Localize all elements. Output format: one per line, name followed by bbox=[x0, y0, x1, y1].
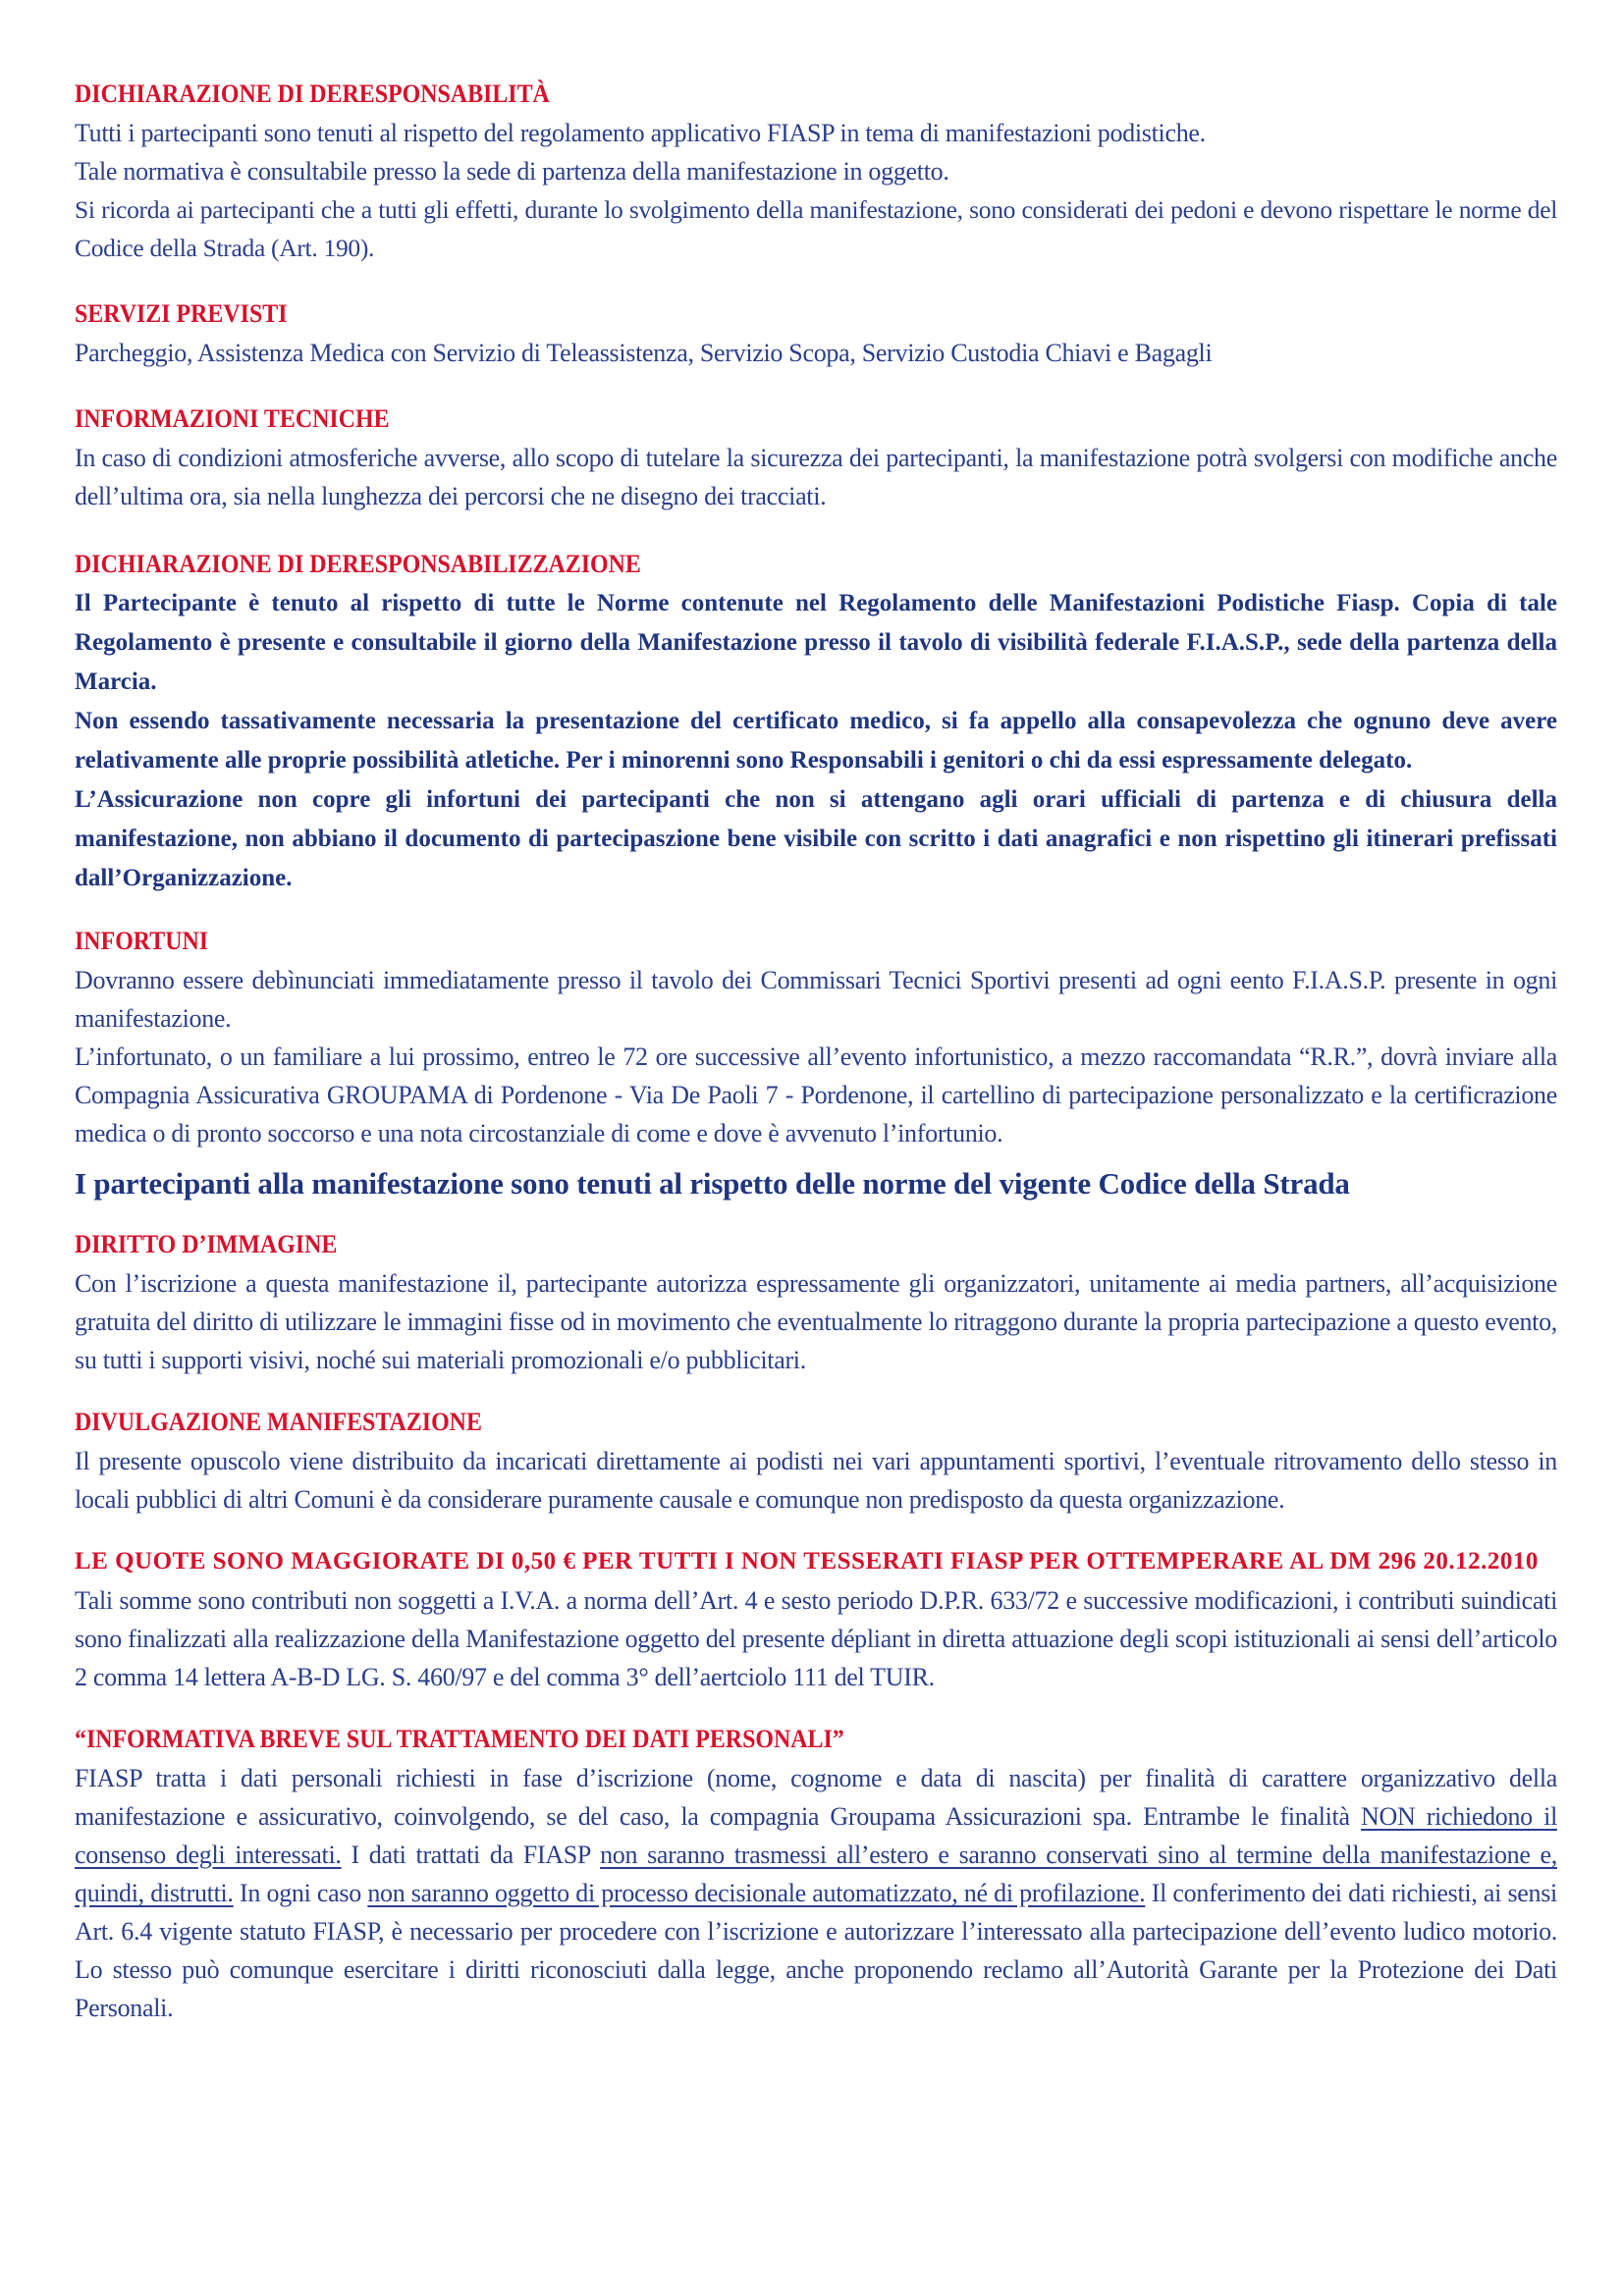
section-heading: INFORMAZIONI TECNICHE bbox=[75, 404, 390, 433]
paragraph: L’infortunato, o un familiare a lui prossimo, entreo le 72 ore successive all’evento infortunistico, a mezzo raccomandata “R.R.”, dovrà inviare alla Compagnia Assicurativa GROUPAMA di Pordenone - Via De Paoli 7 - Pordenone, il cartellino di partecipazione personalizzato e la certificrazione medica o di pronto soccorso e una nota circostanziale di come e dove è avvenuto l’infortunio. bbox=[75, 1042, 1557, 1148]
paragraph: Il presente opuscolo viene distribuito da incaricati direttamente ai podisti nei vari appuntamenti sportivi, l’eventuale ritrovamento dello stesso in locali pubblici di altri Comuni è da considerare puramente causale e comunque non predisposto da questa organizzazione. bbox=[75, 1447, 1557, 1514]
privacy-paragraph bbox=[75, 1759, 1557, 2027]
section-servizi-previsti bbox=[75, 296, 1557, 372]
paragraph: L’Assicurazione non copre gli infortuni dei partecipanti che non si attengano agli orari ufficiali di partenza e di chiusura della manifestazione, non abbiano il documento di partecipaszione bene visibile con scritto i dati anagrafici e non rispettino gli itinerari prefissati dall’Organizzazione. bbox=[75, 786, 1557, 891]
document-page bbox=[75, 77, 1557, 2027]
section-heading: DICHIARAZIONE DI DERESPONSABILIZZAZIONE bbox=[75, 550, 641, 578]
privacy-underlined-text: non saranno oggetto di processo decisionale automatizzato, né di profilazione. bbox=[367, 1879, 1146, 1907]
section-heading: “INFORMATIVA BREVE SUL TRATTAMENTO DEI DATI PERSONALI” bbox=[75, 1725, 844, 1753]
paragraph: Parcheggio, Assistenza Medica con Servizio di Teleassistenza, Servizio Scopa, Servizio Custodia Chiavi e Bagagli bbox=[75, 339, 1213, 367]
paragraph: Si ricorda ai partecipanti che a tutti gli effetti, durante lo svolgimento della manifestazione, sono considerati dei pedoni e devono rispettare le norme del Codice della Strada (Art. 190). bbox=[75, 195, 1557, 262]
section-diritto-immagine bbox=[75, 1227, 1557, 1379]
paragraph: Tale normativa è consultabile presso la sede di partenza della manifestazione in oggetto. bbox=[75, 157, 949, 186]
section-heading: SERVIZI PREVISTI bbox=[75, 299, 288, 328]
privacy-underlined-text: NON richiedono il consenso degli interessati. bbox=[75, 1802, 1557, 1869]
section-deresponsabilita bbox=[75, 77, 1557, 267]
privacy-text: In ogni caso bbox=[233, 1879, 368, 1907]
privacy-text: FIASP tratta i dati personali richiesti in fase d’iscrizione (nome, cognome e data di nascita) per finalità di carattere organizzativo della manifestazione e assicurativo, coinvolgendo, se del caso, la compagnia Groupama Assicurazioni spa. Entrambe le finalità bbox=[75, 1764, 1557, 1831]
paragraph: Con l’iscrizione a questa manifestazione il, partecipante autorizza espressamente gli organizzatori, unitamente ai media partners, all’acquisizione gratuita del diritto di utilizzare le immagini fisse od in movimento che eventualmente lo ritraggono durante la propria partecipazione a questo evento, su tutti i supporti visivi, noché sui materiali promozionali e/o pubblicitari. bbox=[75, 1269, 1557, 1374]
paragraph: Tutti i partecipanti sono tenuti al rispetto del regolamento applicativo FIASP in tema di manifestazioni podistiche. bbox=[75, 119, 1206, 147]
paragraph: Non essendo tassativamente necessaria la presentazione del certificato medico, si fa appello alla consapevolezza che ognuno deve avere relativamente alle proprie possibilità atletiche. Per i minorenni sono Responsabili i genitori o chi da essi espressamente delegato. bbox=[75, 708, 1557, 774]
privacy-underlined-text: non saranno trasmessi all’estero e saranno conservati sino al termine della manifestazione e, quindi, distrutti. bbox=[75, 1841, 1557, 1907]
section-heading: DICHIARAZIONE DI DERESPONSABILITÀ bbox=[75, 80, 550, 108]
section-infortuni bbox=[75, 924, 1557, 1152]
section-privacy bbox=[75, 1722, 1557, 2027]
section-heading: LE QUOTE SONO MAGGIORATE DI 0,50 € PER TUTTI I NON TESSERATI FIASP PER OTTEMPERARE AL DM 296 20.12.2010 bbox=[75, 1548, 1539, 1575]
paragraph: Dovranno essere debìnunciati immediatamente presso il tavolo dei Commissari Tecnici Sportivi presenti ad ogni eento F.I.A.S.P. presente in ogni manifestazione. bbox=[75, 966, 1557, 1033]
section-deresponsabilizzazione bbox=[75, 547, 1557, 898]
section-heading: INFORTUNI bbox=[75, 927, 209, 955]
section-quote bbox=[75, 1544, 1557, 1696]
section-heading: DIRITTO D’IMMAGINE bbox=[75, 1230, 338, 1258]
privacy-text: Il conferimento dei dati richiesti, ai sensi Art. 6.4 vigente statuto FIASP, è necessario per procedere con l’iscrizione e autorizzare l’interessato alla partecipazione dell’evento ludico motorio. Lo stesso può comunque esercitare i diritti riconosciuti dalla legge, anche proponendo reclamo all’Autorità Garante per la Protezione dei Dati Personali. bbox=[75, 1879, 1557, 2022]
paragraph: Tali somme sono contributi non soggetti a I.V.A. a norma dell’Art. 4 e sesto periodo D.P.R. 633/72 e successive modificazioni, i contributi suindicati sono finalizzati alla realizzazione della Manifestazione oggetto del presente dépliant in diretta attuazione degli scopi istituzionali ai sensi dell’articolo 2 comma 14 lettera A-B-D LG. S. 460/97 e del comma 3° dell’aertciolo 111 del TUIR. bbox=[75, 1586, 1557, 1691]
paragraph: Il Partecipante è tenuto al rispetto di tutte le Norme contenute nel Regolamento delle Manifestazioni Podistiche Fiasp. Copia di tale Regolamento è presente e consultabile il giorno della Manifestazione presso il tavolo di visibilità federale F.I.A.S.P., sede della partenza della Marcia. bbox=[75, 590, 1557, 695]
paragraph: In caso di condizioni atmosferiche avverse, allo scopo di tutelare la sicurezza dei partecipanti, la manifestazione potrà svolgersi con modifiche anche dell’ultima ora, sia nella lunghezza dei percorsi che ne disegno dei tracciati. bbox=[75, 444, 1557, 510]
section-divulgazione bbox=[75, 1405, 1557, 1519]
privacy-text: I dati trattati da FIASP bbox=[341, 1841, 601, 1869]
road-code-notice: I partecipanti alla manifestazione sono tenuti al rispetto delle norme del vigente Codice della Strada bbox=[75, 1166, 1350, 1201]
section-heading: DIVULGAZIONE MANIFESTAZIONE bbox=[75, 1408, 482, 1436]
section-informazioni-tecniche bbox=[75, 401, 1557, 515]
